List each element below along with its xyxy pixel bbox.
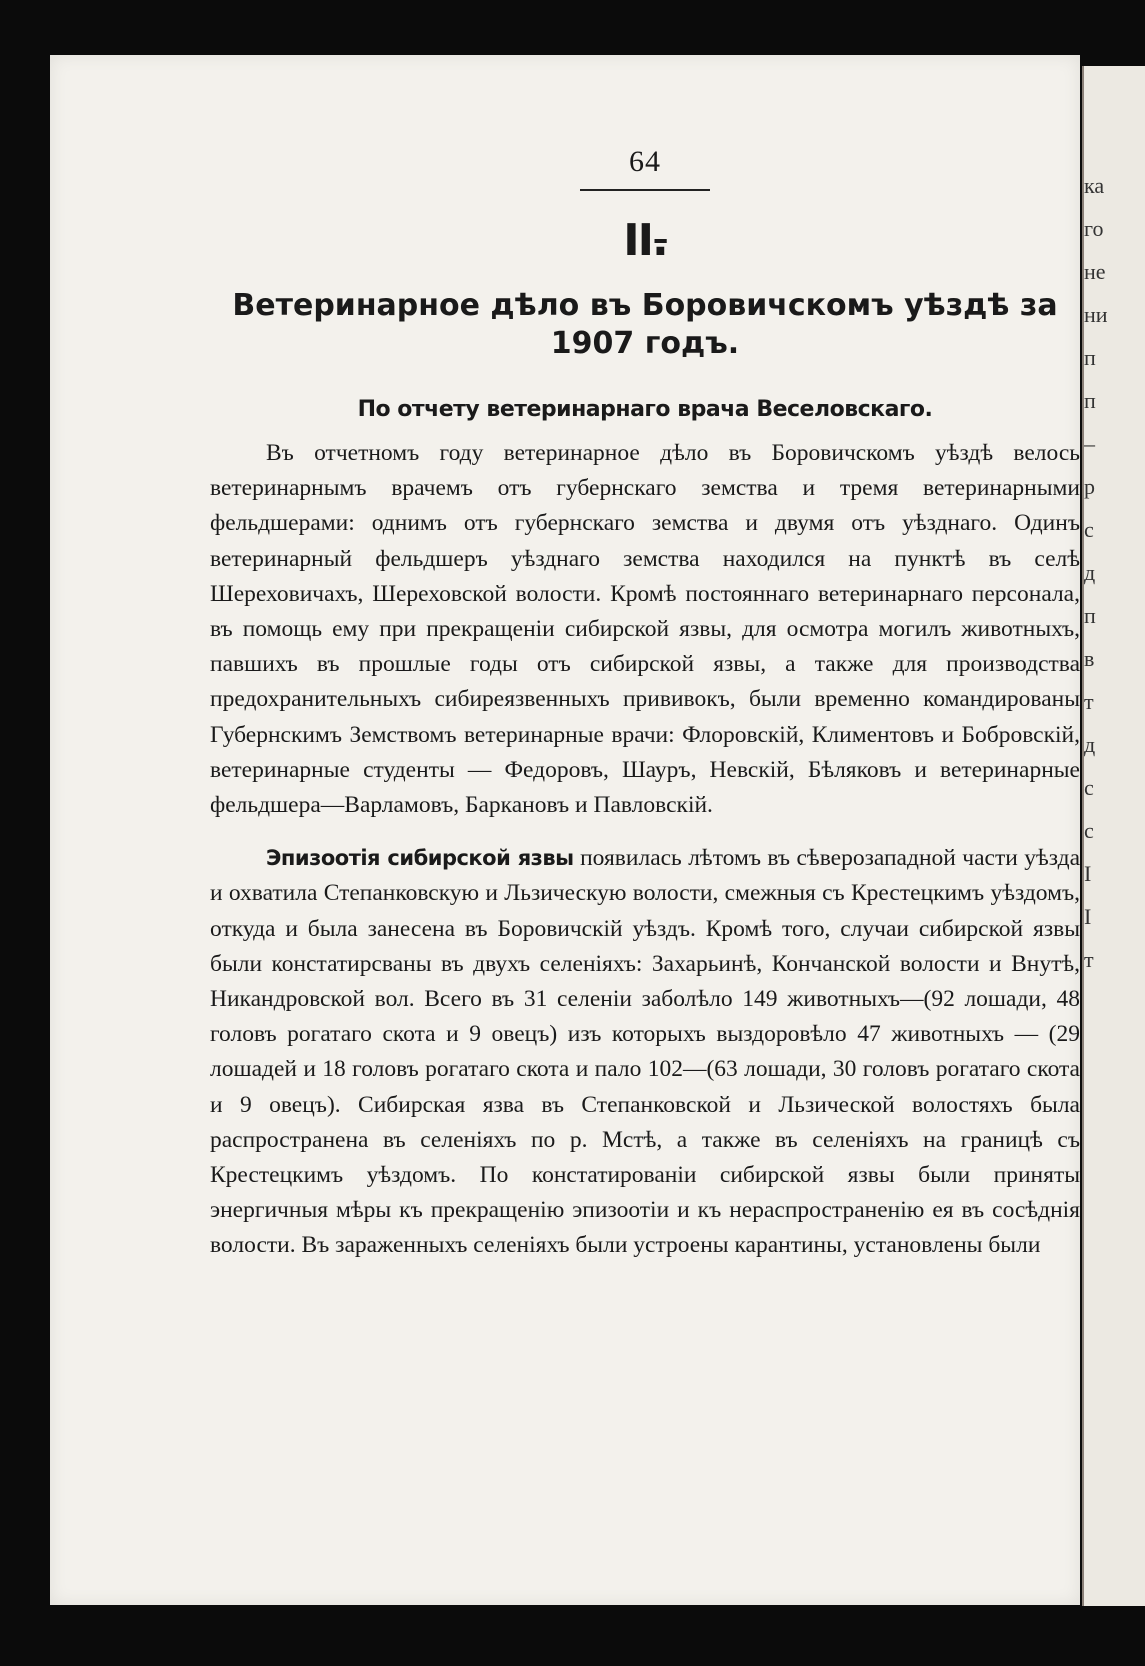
edge-fragment: д <box>1084 560 1096 585</box>
page-content <box>210 145 1080 1264</box>
chapter-title: Ветеринарное дѣло въ Боровичскомъ уѣздѣ за 1907 годъ. <box>232 288 1058 361</box>
edge-fragment: п <box>1084 603 1096 628</box>
edge-fragment: с <box>1084 517 1094 542</box>
chapter-mark: II. <box>623 215 667 266</box>
edge-fragment: р <box>1084 474 1095 499</box>
book-page <box>50 55 1080 1605</box>
edge-fragment: п <box>1084 388 1096 413</box>
page-number-rule <box>580 189 710 191</box>
edge-fragment: – <box>1084 431 1095 456</box>
edge-fragment: ни <box>1084 302 1108 327</box>
paragraph-staff <box>210 436 1080 823</box>
edge-fragment: го <box>1084 216 1104 241</box>
edge-fragment: I <box>1084 861 1092 886</box>
edge-fragment: ка <box>1084 173 1105 198</box>
adjacent-page-edge <box>1082 66 1145 1606</box>
paragraph-lead: Эпизоотія сибирской язвы <box>266 846 574 871</box>
edge-fragment: с <box>1084 775 1094 800</box>
edge-fragment: д <box>1084 732 1096 757</box>
edge-fragment: I <box>1084 904 1092 929</box>
paragraph-text: Въ отчетномъ году ветеринарное дѣло въ Боровичскомъ уѣздѣ велось ветеринарнымъ врачемъ отъ губернскаго земства и тремя ветеринарными фельдшерами: однимъ отъ губернскаго земства и двумя отъ уѣзднаго. Одинъ ветеринарный фельдшеръ уѣзднаго земства находился на пунктѣ въ селѣ Шереховичахъ, Шереховской волости. Кромѣ постояннаго ветеринарнаго персонала, въ помощь ему при прекращеніи сибирской язвы, для осмотра могилъ животныхъ, павшихъ въ прошлые годы отъ сибирской язвы, а также для производства предохранительныхъ сибиреязвенныхъ прививокъ, были временно командированы Губернскимъ Земствомъ ветеринарные врачи: Флоровскій, Климентовъ и Бобровскій, ветеринарные студенты — Федоровъ, Шауръ, Невскій, Бѣляковъ и ветеринарные фельдшера—Варламовъ, Баркановъ и Павловскій. <box>210 440 1080 819</box>
edge-fragment: п <box>1084 345 1096 370</box>
edge-fragment: т <box>1084 689 1094 714</box>
edge-fragment: т <box>1084 947 1094 972</box>
paragraph-text: появилась лѣтомъ въ сѣверозападной части уѣзда и охватила Степанковскую и Льзическую волости, смежныя съ Крестецкимъ уѣздомъ, откуда и была занесена въ Боровичскій уѣздъ. Кромѣ того, случаи сибирской язвы были констатирсваны въ двухъ селеніяхъ: Захарьинѣ, Кончанской волости и Внутѣ, Никандровской вол. Всего въ 31 селеніи заболѣло 149 животныхъ—(92 лошади, 48 головъ рогатаго скота и 9 овецъ) изъ которыхъ выздоровѣло 47 животныхъ — (29 лошадей и 18 головъ рогатаго скота и пало 102—(63 лошади, 30 головъ рогатаго скота и 9 овецъ). Сибирская язва въ Степанковской и Льзической волостяхъ была распространена въ селеніяхъ по р. Мстѣ, а также въ селеніяхъ на границѣ съ Крестецкимъ уѣздомъ. По констатированіи сибирской язвы были приняты энергичныя мѣры къ прекращенію эпизоотіи и къ нераспространенію ея въ сосѣднія волости. Въ зараженныхъ селеніяхъ были устроены карантины, установлены были <box>210 845 1080 1259</box>
page-number: 64 <box>629 145 661 178</box>
report-subtitle: По отчету ветеринарнаго врача Веселовскаго. <box>357 397 933 422</box>
edge-fragment: с <box>1084 818 1094 843</box>
paragraph-epizootic <box>210 841 1080 1263</box>
edge-fragment: не <box>1084 259 1106 284</box>
edge-fragment: в <box>1084 646 1095 671</box>
